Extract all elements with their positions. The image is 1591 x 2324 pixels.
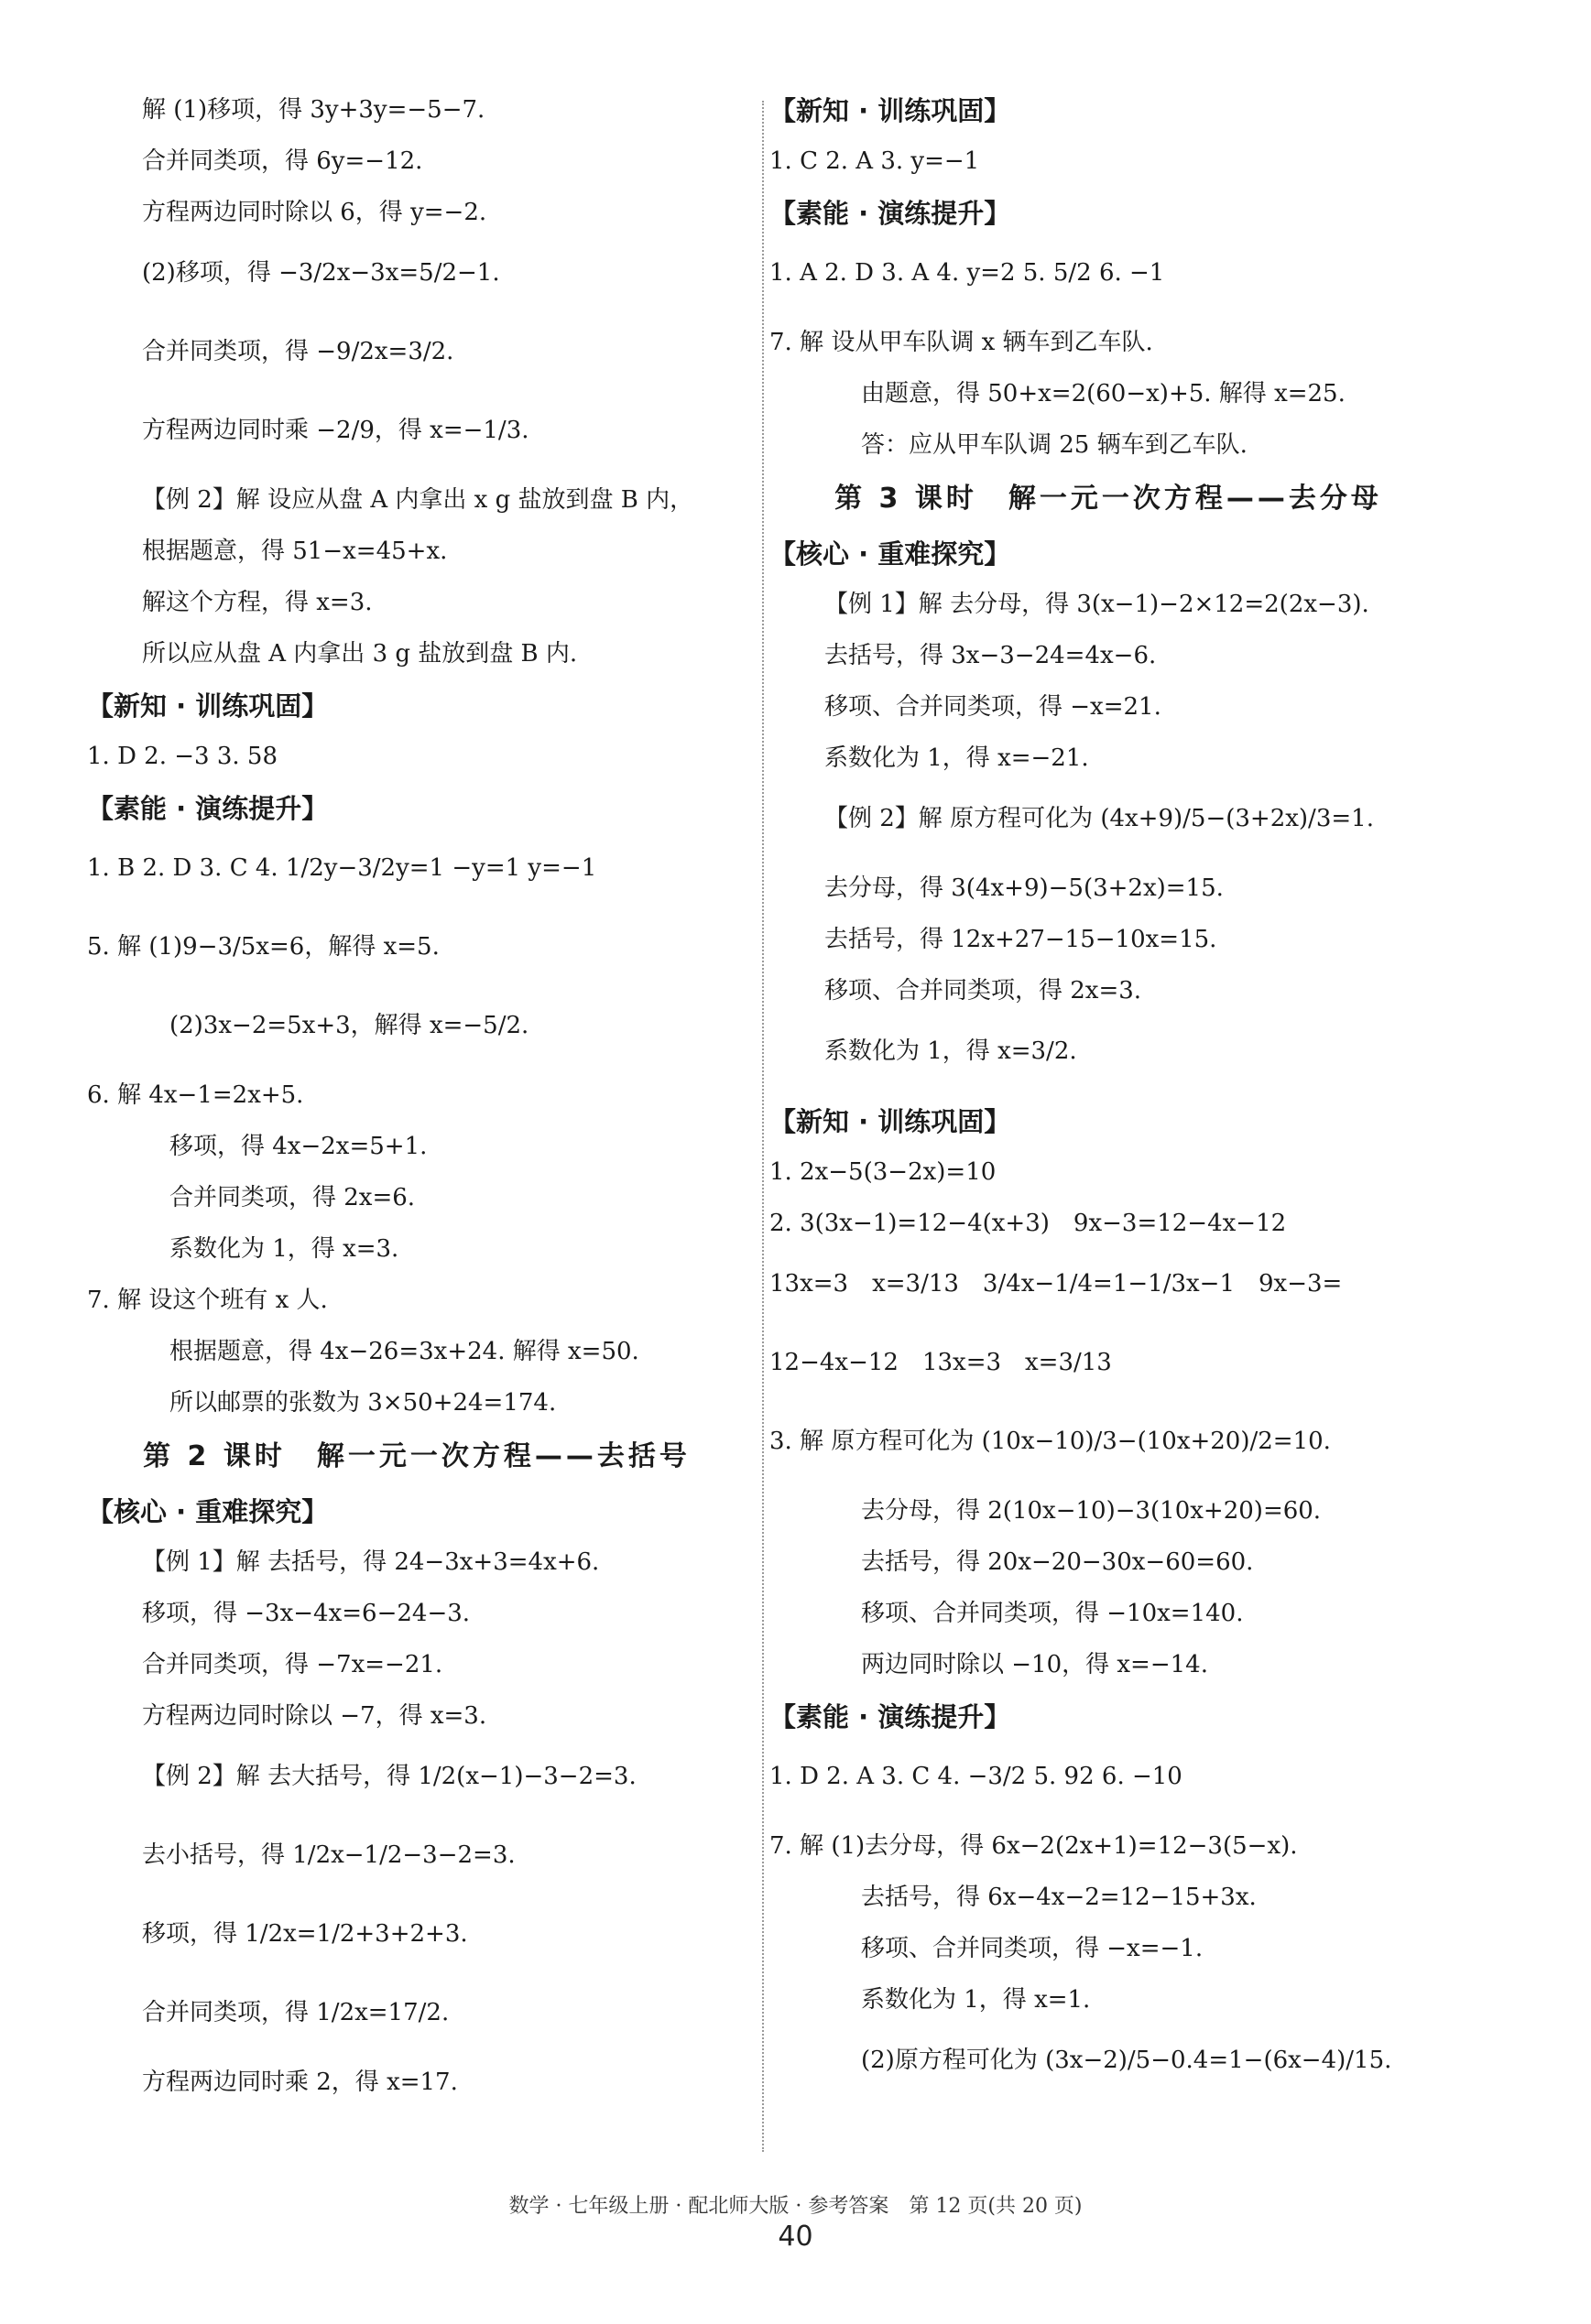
- answer-line: 合并同类项，得 −7x=−21.: [142, 1651, 443, 1678]
- answer-line: 去小括号，得 1/2x−1/2−3−2=3.: [142, 1841, 516, 1869]
- answer-line: 7. 解 设从甲车队调 x 辆车到乙车队.: [769, 329, 1153, 356]
- answer-line: 1. A 2. D 3. A 4. y=2 5. 5/2 6. −1: [769, 259, 1165, 287]
- answer-line: 系数化为 1，得 x=−21.: [824, 744, 1089, 772]
- answer-line: 系数化为 1，得 x=3.: [169, 1235, 399, 1263]
- answer-line: 移项，得 −3x−4x=6−24−3.: [142, 1600, 471, 1627]
- answer-line: 1. C 2. A 3. y=−1: [769, 147, 980, 175]
- answer-line: 移项，得 1/2x=1/2+3+2+3.: [142, 1920, 468, 1948]
- answer-line: 方程两边同时乘 −2/9，得 x=−1/3.: [142, 417, 529, 444]
- section-heading: 【核心 · 重难探究】: [87, 1496, 329, 1527]
- page-number: 40: [778, 2221, 813, 2253]
- section-heading: 【新知 · 训练巩固】: [769, 95, 1011, 126]
- answer-line: 答：应从甲车队调 25 辆车到乙车队.: [861, 431, 1248, 459]
- answer-line: 移项、合并同类项，得 −x=−1.: [861, 1935, 1204, 1962]
- answer-line: 合并同类项，得 2x=6.: [169, 1184, 416, 1211]
- answer-line: 13x=3 x=3/13 3/4x−1/4=1−1/3x−1 9x−3=: [769, 1270, 1343, 1298]
- section-heading: 【新知 · 训练巩固】: [87, 690, 329, 722]
- answer-line: 【例 1】解 去分母，得 3(x−1)−2×12=2(2x−3).: [824, 591, 1369, 618]
- answer-line: 系数化为 1，得 x=1.: [861, 1986, 1091, 2014]
- answer-line: 由题意，得 50+x=2(60−x)+5. 解得 x=25.: [861, 380, 1346, 407]
- answer-line: 移项，得 4x−2x=5+1.: [169, 1133, 428, 1160]
- answer-line: 移项、合并同类项，得 2x=3.: [824, 977, 1142, 1005]
- answer-line: 【例 1】解 去括号，得 24−3x+3=4x+6.: [142, 1548, 600, 1576]
- answer-line: 合并同类项，得 −9/2x=3/2.: [142, 338, 454, 365]
- answer-line: 【例 2】解 设应从盘 A 内拿出 x g 盐放到盘 B 内，: [142, 486, 694, 514]
- answer-line: 1. B 2. D 3. C 4. 1/2y−3/2y=1 −y=1 y=−1: [87, 854, 597, 882]
- left-column: [87, 92, 746, 2115]
- answer-line: 去括号，得 20x−20−30x−60=60.: [861, 1548, 1254, 1576]
- answer-line: 去分母，得 2(10x−10)−3(10x+20)=60.: [861, 1497, 1322, 1525]
- right-column: [769, 92, 1447, 2112]
- answer-line: 7. 解 设这个班有 x 人.: [87, 1287, 328, 1314]
- answer-line: 3. 解 原方程可化为 (10x−10)/3−(10x+20)/2=10.: [769, 1428, 1331, 1455]
- section-heading: 【素能 · 演练提升】: [769, 198, 1011, 229]
- section-heading: 【核心 · 重难探究】: [769, 538, 1011, 570]
- answer-line: (2)原方程可化为 (3x−2)/5−0.4=1−(6x−4)/15.: [861, 2047, 1392, 2074]
- answer-line: 1. 2x−5(3−2x)=10: [769, 1158, 997, 1186]
- answer-line: 【例 2】解 去大括号，得 1/2(x−1)−3−2=3.: [142, 1763, 637, 1790]
- answer-line: (2)3x−2=5x+3，解得 x=−5/2.: [169, 1012, 529, 1039]
- lesson-title: 第 2 课时 解一元一次方程——去括号: [143, 1440, 691, 1472]
- answer-line: 解这个方程，得 x=3.: [142, 589, 373, 616]
- section-heading: 【新知 · 训练巩固】: [769, 1106, 1011, 1137]
- answer-line: (2)移项，得 −3/2x−3x=5/2−1.: [142, 259, 500, 287]
- answer-line: 移项、合并同类项，得 −10x=140.: [861, 1600, 1244, 1627]
- answer-line: 6. 解 4x−1=2x+5.: [87, 1081, 304, 1109]
- answer-line: 5. 解 (1)9−3/5x=6，解得 x=5.: [87, 933, 440, 961]
- answer-line: 12−4x−12 13x=3 x=3/13: [769, 1349, 1112, 1376]
- answer-line: 两边同时除以 −10，得 x=−14.: [861, 1651, 1208, 1678]
- page-footer: 数学 · 七年级上册 · 配北师大版 · 参考答案 第 12 页(共 20 页): [508, 2195, 1083, 2218]
- answer-line: 移项、合并同类项，得 −x=21.: [824, 693, 1161, 721]
- answer-line: 方程两边同时除以 6，得 y=−2.: [142, 199, 487, 226]
- answer-line: 合并同类项，得 6y=−12.: [142, 147, 423, 175]
- answer-line: 所以应从盘 A 内拿出 3 g 盐放到盘 B 内.: [142, 640, 578, 668]
- answer-line: 解 (1)移项，得 3y+3y=−5−7.: [142, 96, 485, 124]
- answer-line: 方程两边同时乘 2，得 x=17.: [142, 2069, 458, 2096]
- column-divider: [762, 101, 764, 2152]
- answer-line: 系数化为 1，得 x=3/2.: [824, 1037, 1077, 1065]
- section-heading: 【素能 · 演练提升】: [87, 793, 329, 824]
- answer-line: 去括号，得 12x+27−15−10x=15.: [824, 926, 1217, 953]
- answer-line: 去括号，得 3x−3−24=4x−6.: [824, 642, 1157, 669]
- answer-line: 方程两边同时除以 −7，得 x=3.: [142, 1702, 487, 1730]
- answer-line: 1. D 2. A 3. C 4. −3/2 5. 92 6. −10: [769, 1763, 1182, 1790]
- lesson-title: 第 3 课时 解一元一次方程——去分母: [834, 483, 1382, 515]
- answer-line: 7. 解 (1)去分母，得 6x−2(2x+1)=12−3(5−x).: [769, 1832, 1298, 1860]
- answer-line: 所以邮票的张数为 3×50+24=174.: [169, 1389, 557, 1417]
- answer-line: 2. 3(3x−1)=12−4(x+3) 9x−3=12−4x−12: [769, 1210, 1287, 1237]
- section-heading: 【素能 · 演练提升】: [769, 1701, 1011, 1732]
- answer-line: 合并同类项，得 1/2x=17/2.: [142, 1999, 450, 2026]
- answer-line: 根据题意，得 4x−26=3x+24. 解得 x=50.: [169, 1338, 639, 1365]
- answer-line: 去括号，得 6x−4x−2=12−15+3x.: [861, 1884, 1257, 1911]
- answer-line: 去分母，得 3(4x+9)−5(3+2x)=15.: [824, 874, 1224, 902]
- answer-line: 1. D 2. −3 3. 58: [87, 743, 278, 770]
- answer-line: 【例 2】解 原方程可化为 (4x+9)/5−(3+2x)/3=1.: [824, 805, 1374, 832]
- answer-line: 根据题意，得 51−x=45+x.: [142, 538, 448, 565]
